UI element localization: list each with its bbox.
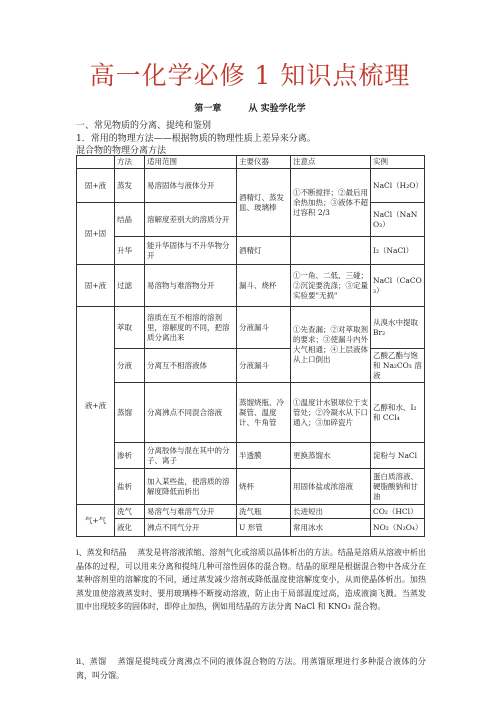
instrument-cell: 酒精灯 <box>237 237 291 265</box>
table-row <box>77 519 425 537</box>
instrument-cell: U 形管 <box>237 519 291 537</box>
table-row <box>77 383 425 443</box>
section-heading: 一、常见物质的分离、提纯和鉴别 <box>76 121 212 131</box>
notes-cell: 常用冰水 <box>291 519 371 537</box>
method-cell: 渗析 <box>115 443 145 469</box>
method-cell: 盐析 <box>115 469 145 505</box>
instrument-cell: 分液漏斗 <box>237 307 291 349</box>
table-row <box>77 469 425 505</box>
notes-cell <box>291 237 371 265</box>
paragraph-evaporation: i、蒸发和结晶 蒸发是将溶液浓缩、溶剂气化或溶质以晶体析出的方法。结晶是溶质从溶液中析出晶体的过程，可以用来分离和提纯几种可溶性固体的混合物。结晶的原理是根据混合物中各成分在某种溶剂里的溶解度的不同，通过蒸发减少溶剂或降低温度使溶解度变小，从而使晶体析出。加热蒸发皿使溶液蒸发时、要用玻璃棒不断搅动溶液，防止由于局部温度过高，造成液滴飞溅。当蒸发皿中出现较多的固体时，即停止加热，例如用结晶的方法分离 NaCl 和 KNO₃ 混合物。 <box>76 548 426 612</box>
group-cell: 液+液 <box>77 307 115 505</box>
chapter-number: 第一章 <box>194 104 222 114</box>
method-cell: 升华 <box>115 237 145 265</box>
header-cell: 主要仪器 <box>237 156 291 169</box>
table-row <box>77 265 425 307</box>
scope-cell: 沸点不同气分开 <box>145 519 237 537</box>
method-cell: 分液 <box>115 349 145 383</box>
chapter-heading <box>0 101 500 114</box>
method-cell: 蒸发 <box>115 169 145 203</box>
scope-cell: 分离互不相溶液体 <box>145 349 237 383</box>
scope-cell: 易溶气与难溶气分开 <box>145 505 237 519</box>
instrument-cell: 烧杯 <box>237 469 291 505</box>
notes-cell: 长进短出 <box>291 505 371 519</box>
chapter-name: 从 实验学化学 <box>248 104 306 114</box>
method-cell: 结晶 <box>115 203 145 237</box>
scope-cell: 分离胶体与混在其中的分子、离子 <box>145 443 237 469</box>
method-cell: 蒸馏 <box>115 383 145 443</box>
table-row <box>77 237 425 265</box>
example-cell: CO₂（HCl） <box>371 505 425 519</box>
scope-cell: 易溶固体与液体分开 <box>145 169 237 203</box>
method-cell: 液化 <box>115 519 145 537</box>
method-cell: 萃取 <box>115 307 145 349</box>
table-header-row <box>77 156 425 169</box>
header-cell: 实例 <box>371 156 425 169</box>
example-cell: 乙酸乙酯与饱和 Na₂CO₃ 溶液 <box>371 349 425 383</box>
notes-cell: ①先查漏；②对萃取剂的要求；③使漏斗内外大气相通；④上层液体从上口倒出 <box>291 307 371 383</box>
header-cell: 适用范围 <box>145 156 237 169</box>
example-cell: NaCl（H₂O） <box>371 169 425 203</box>
header-group <box>77 156 115 169</box>
instrument-cell: 半透膜 <box>237 443 291 469</box>
instrument-cell: 漏斗、烧杯 <box>237 265 291 307</box>
instrument-cell: 洗气瓶 <box>237 505 291 519</box>
scope-cell: 能升华固体与不升华物分开 <box>145 237 237 265</box>
example-cell: NaCl（NaNO₃） <box>371 203 425 237</box>
group-cell: 固+液 <box>77 265 115 307</box>
group-cell: 固+固 <box>77 203 115 265</box>
notes-cell: ①温度计水银球位于支管处；②冷凝水从下口通入；③加碎瓷片 <box>291 383 371 443</box>
notes-cell: ①不断搅拌；②最后用余热加热；③液体不超过容积 2/3 <box>291 169 371 237</box>
table-row <box>77 443 425 469</box>
group-cell: 气+气 <box>77 505 115 537</box>
scope-cell: 加入某些盐，使溶质的溶解度降低而析出 <box>145 469 237 505</box>
example-cell: I₂（NaCl） <box>371 237 425 265</box>
scope-cell: 分离沸点不同混合溶液 <box>145 383 237 443</box>
header-cell: 注意点 <box>291 156 371 169</box>
group-cell: 固+液 <box>77 169 115 203</box>
example-cell: NO₂（N₂O₄） <box>371 519 425 537</box>
scope-cell: 溶质在互不相溶的溶剂里，溶解度的不同，把溶质分离出来 <box>145 307 237 349</box>
notes-cell: 更换蒸馏水 <box>291 443 371 469</box>
instrument-cell: 分液漏斗 <box>237 349 291 383</box>
example-cell: 从溴水中提取 Br₂ <box>371 307 425 349</box>
item-heading: 1．常用的物理方法——根据物质的物理性质上差异来分离。 <box>76 134 316 144</box>
header-cell: 方法 <box>115 156 145 169</box>
separation-methods-table <box>76 155 425 537</box>
table-row <box>77 505 425 519</box>
paragraph-distillation: ii、蒸馏 蒸馏是提纯或分离沸点不同的液体混合物的方法。用蒸馏原理进行多种混合液体的分离，叫分馏。 <box>76 657 426 680</box>
example-cell: 乙醇和水、I₂ 和 CCl₄ <box>371 383 425 443</box>
notes-cell: 用固体盐或浓溶液 <box>291 469 371 505</box>
table-caption: 混合物的物理分离方法 <box>76 146 167 156</box>
instrument-cell: 蒸馏烧瓶、冷凝管、温度计、牛角管 <box>237 383 291 443</box>
instrument-cell: 酒精灯、蒸发皿、玻璃棒 <box>237 169 291 237</box>
example-cell: 淀粉与 NaCl <box>371 443 425 469</box>
scope-cell: 易溶物与难溶物分开 <box>145 265 237 307</box>
table-row <box>77 349 425 383</box>
table-row <box>77 307 425 349</box>
scope-cell: 溶解度差别大的溶质分开 <box>145 203 237 237</box>
table-row <box>77 169 425 203</box>
method-cell: 过滤 <box>115 265 145 307</box>
method-cell: 洗气 <box>115 505 145 519</box>
example-cell: NaCl（CaCO₃） <box>371 265 425 307</box>
page-title: 高一化学必修 1 知识点梳理 <box>89 61 411 90</box>
notes-cell: ①一角、二低、三碰；②沉淀要洗涤；③定量实验要"无损" <box>291 265 371 307</box>
example-cell: 蛋白质溶液、硬脂酸钠和甘油 <box>371 469 425 505</box>
